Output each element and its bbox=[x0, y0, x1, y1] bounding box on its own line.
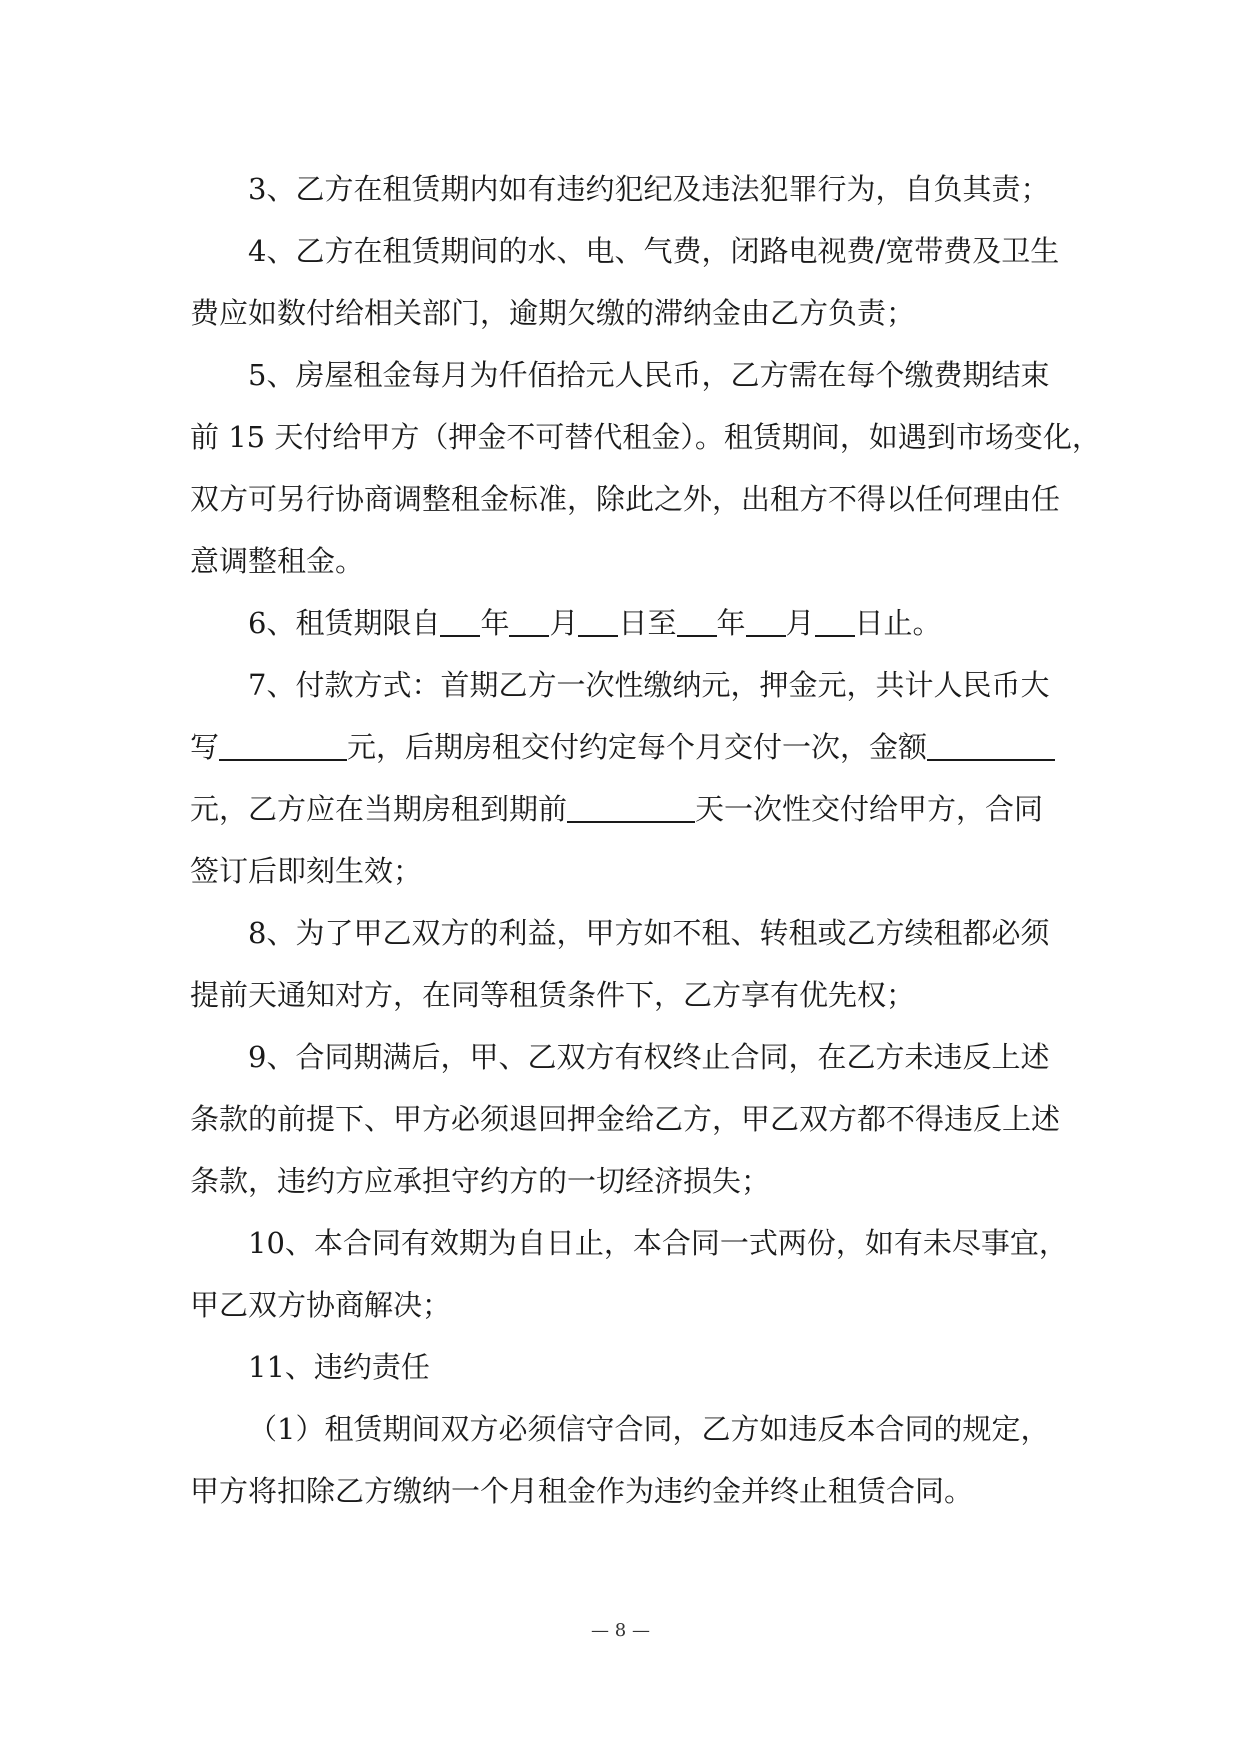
monthly-amount-blank bbox=[927, 729, 1055, 761]
clause-7-line-2 bbox=[190, 716, 1056, 778]
total-amount-blank bbox=[219, 729, 347, 761]
clause-9 bbox=[190, 1026, 1061, 1212]
clause-5 bbox=[190, 344, 1101, 592]
start-year-blank bbox=[440, 605, 480, 637]
clause-6-end-label: 日止。 bbox=[854, 606, 942, 640]
start-day-blank bbox=[578, 605, 618, 637]
clause-11-1 bbox=[190, 1398, 1056, 1522]
page-number: — 8 — bbox=[591, 1620, 650, 1641]
clause-4-line-2: 费应如数付给相关部门，逾期欠缴的滞纳金由乙方负责； bbox=[190, 296, 916, 330]
clause-7-line-4: 签订后即刻生效； bbox=[190, 854, 423, 888]
clause-8-line-2: 提前天通知对方，在同等租赁条件下，乙方享有优先权； bbox=[190, 978, 916, 1012]
start-month-blank bbox=[509, 605, 549, 637]
days-before-blank bbox=[567, 791, 695, 823]
clause-10 bbox=[190, 1212, 1068, 1336]
clause-9-line-2: 条款的前提下、甲方必须退回押金给乙方，甲乙双方都不得违反上述 bbox=[190, 1102, 1061, 1136]
clause-6-day-to-label: 日至 bbox=[618, 606, 677, 640]
clause-6-end-month-label: 月 bbox=[785, 606, 815, 640]
clause-5-line-3: 双方可另行协商调整租金标准，除此之外，出租方不得以任何理由任 bbox=[190, 482, 1061, 516]
clause-3-line-1: 3、乙方在租赁期内如有违约犯纪及违法犯罪行为，自负其责； bbox=[248, 172, 1050, 206]
clause-7-line-1: 7、付款方式：首期乙方一次性缴纳元，押金元，共计人民币大 bbox=[248, 668, 1050, 702]
clause-4-line-1: 4、乙方在租赁期间的水、电、气费，闭路电视费/宽带费及卫生 bbox=[248, 234, 1060, 268]
clause-6-text-start: 6、租赁期限自 bbox=[248, 606, 441, 640]
clause-11-1-line-1: （1）租赁期间双方必须信守合同，乙方如违反本合同的规定， bbox=[248, 1412, 1050, 1446]
end-day-blank bbox=[815, 605, 855, 637]
clause-6-end-year-label: 年 bbox=[716, 606, 746, 640]
clause-6-year-label: 年 bbox=[480, 606, 510, 640]
clause-6-line-1 bbox=[190, 592, 1056, 654]
clause-11-heading: 11、违约责任 bbox=[248, 1350, 430, 1384]
clause-5-line-1: 5、房屋租金每月为仟佰拾元人民币，乙方需在每个缴费期结束 bbox=[248, 358, 1050, 392]
clause-6-month-label: 月 bbox=[549, 606, 579, 640]
clause-3 bbox=[190, 158, 1056, 220]
clause-7-line-3-start: 元，乙方应在当期房租到期前 bbox=[190, 792, 568, 826]
clause-8-line-1: 8、为了甲乙双方的利益，甲方如不租、转租或乙方续租都必须 bbox=[248, 916, 1050, 950]
clause-7-line-2-mid: 元，后期房租交付约定每个月交付一次，金额 bbox=[347, 730, 928, 764]
clause-11 bbox=[190, 1336, 1056, 1398]
clause-5-line-4: 意调整租金。 bbox=[190, 544, 365, 578]
clause-11-1-line-2: 甲方将扣除乙方缴纳一个月租金作为违约金并终止租赁合同。 bbox=[190, 1474, 974, 1508]
clause-7-line-2-start: 写 bbox=[190, 730, 220, 764]
clause-7-line-3 bbox=[190, 778, 1056, 840]
clause-6 bbox=[190, 592, 1056, 654]
end-year-blank bbox=[677, 605, 717, 637]
clause-8 bbox=[190, 902, 1056, 1026]
clause-7 bbox=[190, 654, 1056, 902]
clause-10-line-1: 10、本合同有效期为自日止，本合同一式两份，如有未尽事宜， bbox=[248, 1226, 1068, 1260]
clause-5-line-2: 前 15 天付给甲方（押金不可替代租金）。租赁期间，如遇到市场变化， bbox=[190, 420, 1101, 454]
clause-9-line-3: 条款，违约方应承担守约方的一切经济损失； bbox=[190, 1164, 771, 1198]
clause-7-line-3-end: 天一次性交付给甲方，合同 bbox=[695, 792, 1044, 826]
contract-body bbox=[190, 158, 1101, 1522]
clause-10-line-2: 甲乙双方协商解决； bbox=[190, 1288, 452, 1322]
clause-4 bbox=[190, 220, 1060, 344]
end-month-blank bbox=[746, 605, 786, 637]
clause-9-line-1: 9、合同期满后，甲、乙双方有权终止合同，在乙方未违反上述 bbox=[248, 1040, 1050, 1074]
